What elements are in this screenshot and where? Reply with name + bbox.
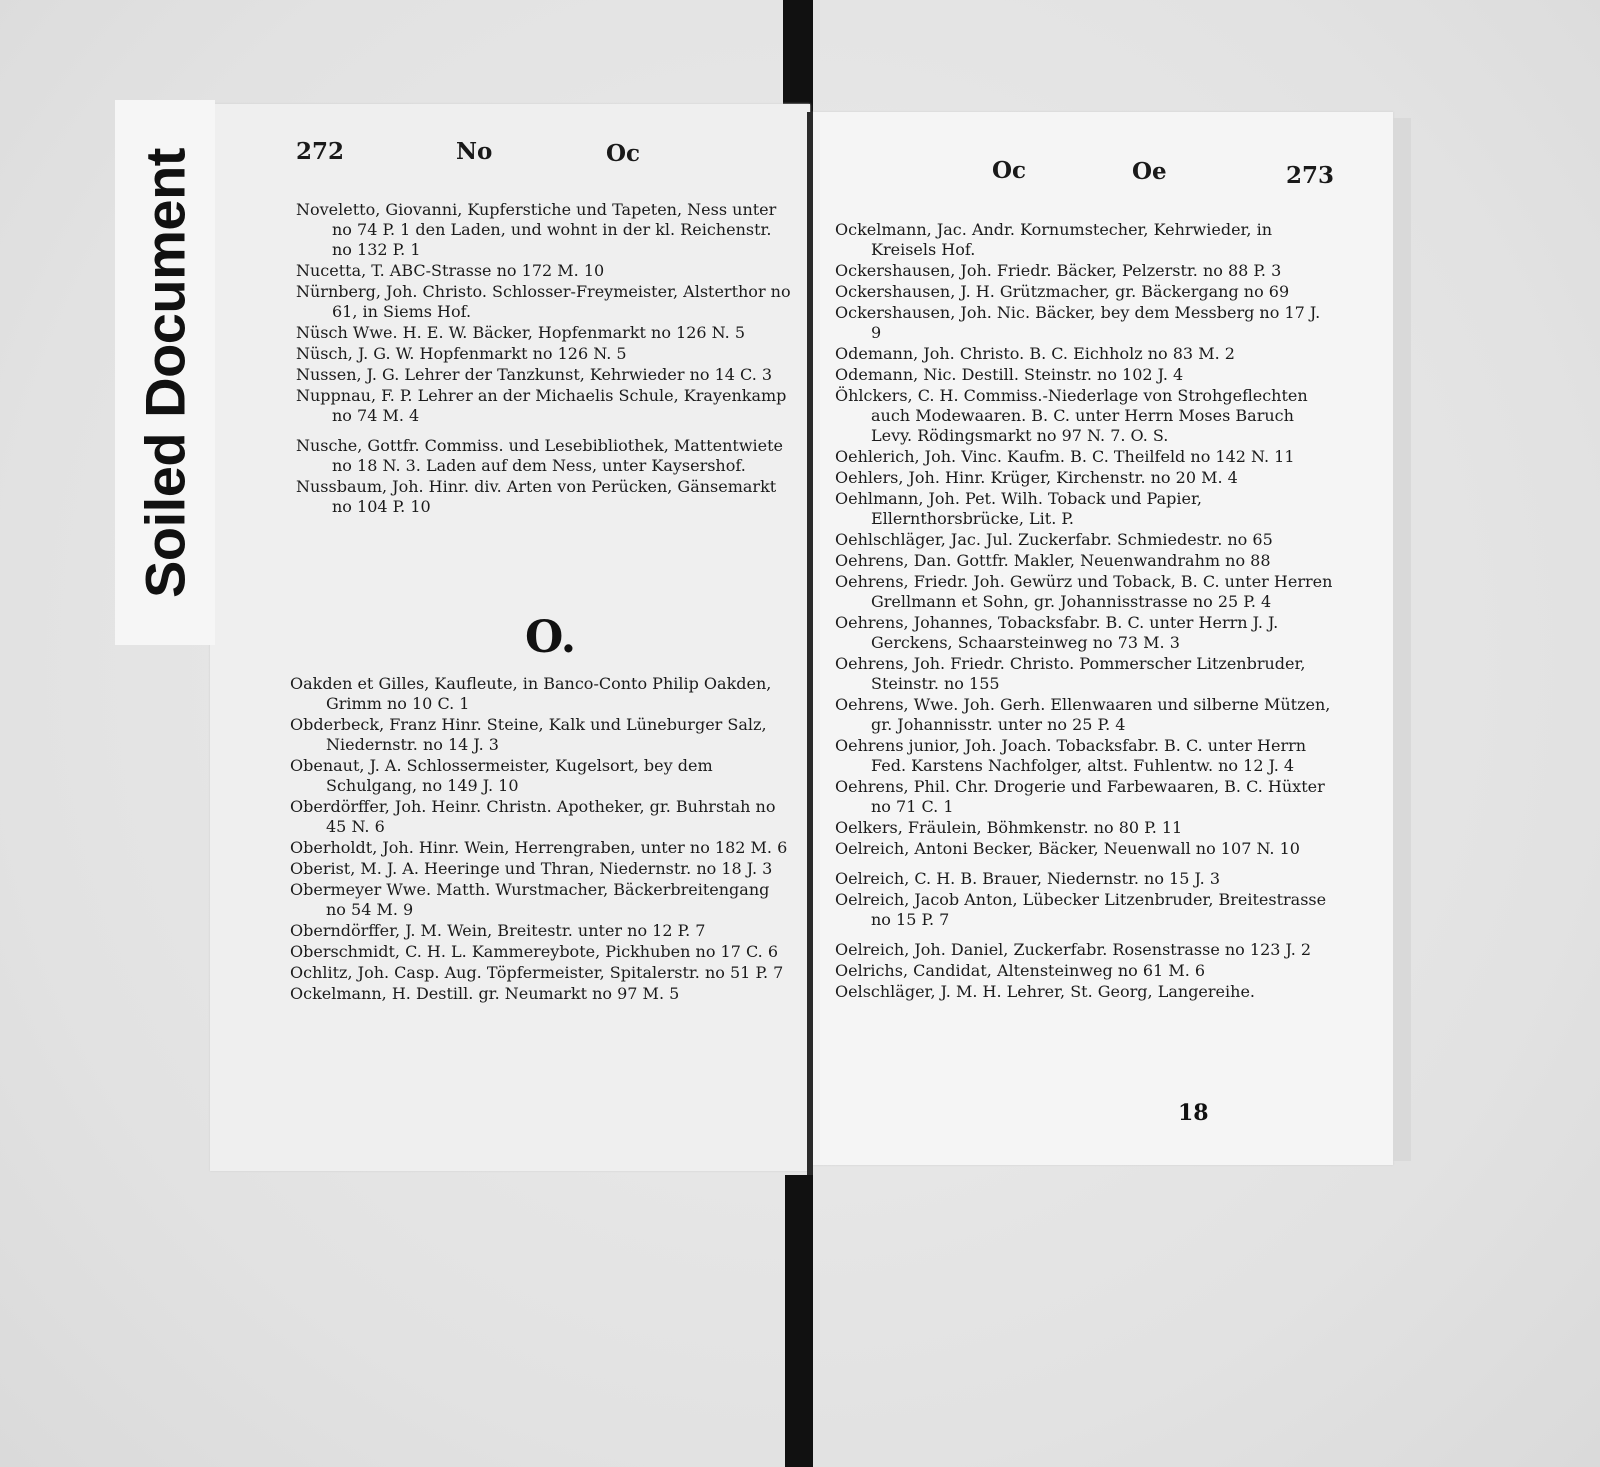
- directory-entry: Oehlmann, Joh. Pet. Wilh. Toback und Papier, Ellernthorsbrücke, Lit. P.: [835, 489, 1202, 528]
- left-page-number: 272: [296, 138, 345, 165]
- directory-entry: Oehrens, Dan. Gottfr. Makler, Neuenwandrahm no 88: [835, 551, 1271, 570]
- directory-entry: Nucetta, T. ABC-Strasse no 172 M. 10: [296, 261, 605, 280]
- directory-entry: Oelkers, Fräulein, Böhmkenstr. no 80 P. 11: [835, 818, 1183, 837]
- directory-entry: Odemann, Joh. Christo. B. C. Eichholz no 83 M. 2: [835, 344, 1235, 363]
- directory-entry: Nussbaum, Joh. Hinr. div. Arten von Perücken, Gänsemarkt no 104 P. 10: [296, 477, 777, 516]
- directory-entry: Odemann, Nic. Destill. Steinstr. no 102 J. 4: [835, 365, 1184, 384]
- directory-entry: Oelschläger, J. M. H. Lehrer, St. Georg, Langereihe.: [835, 982, 1255, 1001]
- soiled-document-stamp: [115, 100, 215, 645]
- left-entries-n: [296, 200, 794, 518]
- directory-entry: Oberholdt, Joh. Hinr. Wein, Herrengraben, unter no 182 M. 6: [290, 838, 788, 857]
- directory-entry: Nuppnau, F. P. Lehrer an der Michaelis Schule, Krayenkamp no 74 M. 4: [296, 386, 787, 425]
- directory-entry: Oehrens, Wwe. Joh. Gerh. Ellenwaaren und silberne Mützen, gr. Johannisstr. unter no 25 P. 4: [835, 695, 1331, 734]
- directory-entry: Oehrens, Johannes, Tobacksfabr. B. C. unter Herrn J. J. Gerckens, Schaarsteinweg no 73 M. 3: [835, 613, 1279, 652]
- directory-entry: Ockershausen, Joh. Friedr. Bäcker, Pelzerstr. no 88 P. 3: [835, 261, 1282, 280]
- directory-entry: Ockershausen, Joh. Nic. Bäcker, bey dem Messberg no 17 J. 9: [835, 303, 1321, 342]
- directory-entry: Nusche, Gottfr. Commiss. und Lesebibliothek, Mattentwiete no 18 N. 3. Laden auf dem Ness, unter Kaysershof.: [296, 436, 784, 475]
- directory-entry: Ochlitz, Joh. Casp. Aug. Töpfermeister, Spitalerstr. no 51 P. 7: [290, 963, 784, 982]
- right-page-edge: [1393, 118, 1411, 1161]
- directory-entry: Oelreich, Joh. Daniel, Zuckerfabr. Rosenstrasse no 123 J. 2: [835, 940, 1312, 959]
- directory-entry: Oelreich, Antoni Becker, Bäcker, Neuenwall no 107 N. 10: [835, 839, 1300, 858]
- directory-entry: Obermeyer Wwe. Matth. Wurstmacher, Bäckerbreitengang no 54 M. 9: [290, 880, 770, 919]
- book-spine: [807, 112, 813, 1175]
- directory-entry: Obderbeck, Franz Hinr. Steine, Kalk und Lüneburger Salz, Niedernstr. no 14 J. 3: [290, 715, 767, 754]
- directory-entry: Oehlerich, Joh. Vinc. Kaufm. B. C. Theilfeld no 142 N. 11: [835, 447, 1295, 466]
- directory-entry: Oehrens, Phil. Chr. Drogerie und Farbewaaren, B. C. Hüxter no 71 C. 1: [835, 777, 1325, 816]
- directory-entry: Oehrens, Joh. Friedr. Christo. Pommerscher Litzenbruder, Steinstr. no 155: [835, 654, 1306, 693]
- directory-entry: Oberdörffer, Joh. Heinr. Christn. Apotheker, gr. Buhrstah no 45 N. 6: [290, 797, 776, 836]
- directory-entry: Öhlckers, C. H. Commiss.-Niederlage von Strohgeflechten auch Modewaaren. B. C. unter Herrn Moses Baruch Levy. Rödingsmarkt no 97 N. 7. O. S.: [835, 386, 1308, 445]
- directory-entry: Nüsch Wwe. H. E. W. Bäcker, Hopfenmarkt no 126 N. 5: [296, 323, 745, 342]
- left-header-end: Oc: [606, 140, 641, 167]
- directory-entry: Nussen, J. G. Lehrer der Tanzkunst, Kehrwieder no 14 C. 3: [296, 365, 773, 384]
- left-entries-o: [290, 674, 794, 1005]
- directory-entry: Oehlschläger, Jac. Jul. Zuckerfabr. Schmiedestr. no 65: [835, 530, 1273, 549]
- right-entries: [835, 220, 1333, 1003]
- directory-entry: Ockelmann, Jac. Andr. Kornumstecher, Kehrwieder, in Kreisels Hof.: [835, 220, 1273, 259]
- right-header-start: Oc: [992, 157, 1027, 184]
- directory-entry: Obenaut, J. A. Schlossermeister, Kugelsort, bey dem Schulgang, no 149 J. 10: [290, 756, 713, 795]
- directory-entry: Oelrichs, Candidat, Altensteinweg no 61 M. 6: [835, 961, 1206, 980]
- directory-entry: Oberndörffer, J. M. Wein, Breitestr. unter no 12 P. 7: [290, 921, 706, 940]
- directory-entry: Oelreich, Jacob Anton, Lübecker Litzenbruder, Breitestrasse no 15 P. 7: [835, 890, 1327, 929]
- directory-entry: Noveletto, Giovanni, Kupferstiche und Tapeten, Ness unter no 74 P. 1 den Laden, und wohnt in der kl. Reichenstr. no 132 P. 1: [296, 200, 777, 259]
- right-header-end: Oe: [1132, 158, 1167, 185]
- directory-entry: Nüsch, J. G. W. Hopfenmarkt no 126 N. 5: [296, 344, 627, 363]
- right-page-number: 273: [1286, 162, 1335, 189]
- directory-entry: Oberschmidt, C. H. L. Kammereybote, Pickhuben no 17 C. 6: [290, 942, 778, 961]
- left-header-start: No: [456, 138, 493, 165]
- directory-entry: Ockershausen, J. H. Grützmacher, gr. Bäckergang no 69: [835, 282, 1290, 301]
- directory-entry: Ockelmann, H. Destill. gr. Neumarkt no 97 M. 5: [290, 984, 680, 1003]
- signature-mark: 18: [1178, 1100, 1209, 1126]
- directory-entry: Oehrens, Friedr. Joh. Gewürz und Toback, B. C. unter Herren Grellmann et Sohn, gr. Johannisstrasse no 25 P. 4: [835, 572, 1333, 611]
- spine-bar-bottom: [785, 1175, 813, 1467]
- directory-entry: Oehlers, Joh. Hinr. Krüger, Kirchenstr. no 20 M. 4: [835, 468, 1238, 487]
- directory-entry: Nürnberg, Joh. Christo. Schlosser-Freymeister, Alsterthor no 61, in Siems Hof.: [296, 282, 791, 321]
- stamp-text: Soiled Document: [133, 147, 197, 598]
- directory-entry: Oberist, M. J. A. Heeringe und Thran, Niedernstr. no 18 J. 3: [290, 859, 773, 878]
- directory-entry: Oehrens junior, Joh. Joach. Tobacksfabr. B. C. unter Herrn Fed. Karstens Nachfolger, altst. Fuhlentw. no 12 J. 4: [835, 736, 1307, 775]
- section-letter-o: O.: [525, 612, 577, 663]
- directory-entry: Oelreich, C. H. B. Brauer, Niedernstr. no 15 J. 3: [835, 869, 1220, 888]
- directory-entry: Oakden et Gilles, Kaufleute, in Banco-Conto Philip Oakden, Grimm no 10 C. 1: [290, 674, 772, 713]
